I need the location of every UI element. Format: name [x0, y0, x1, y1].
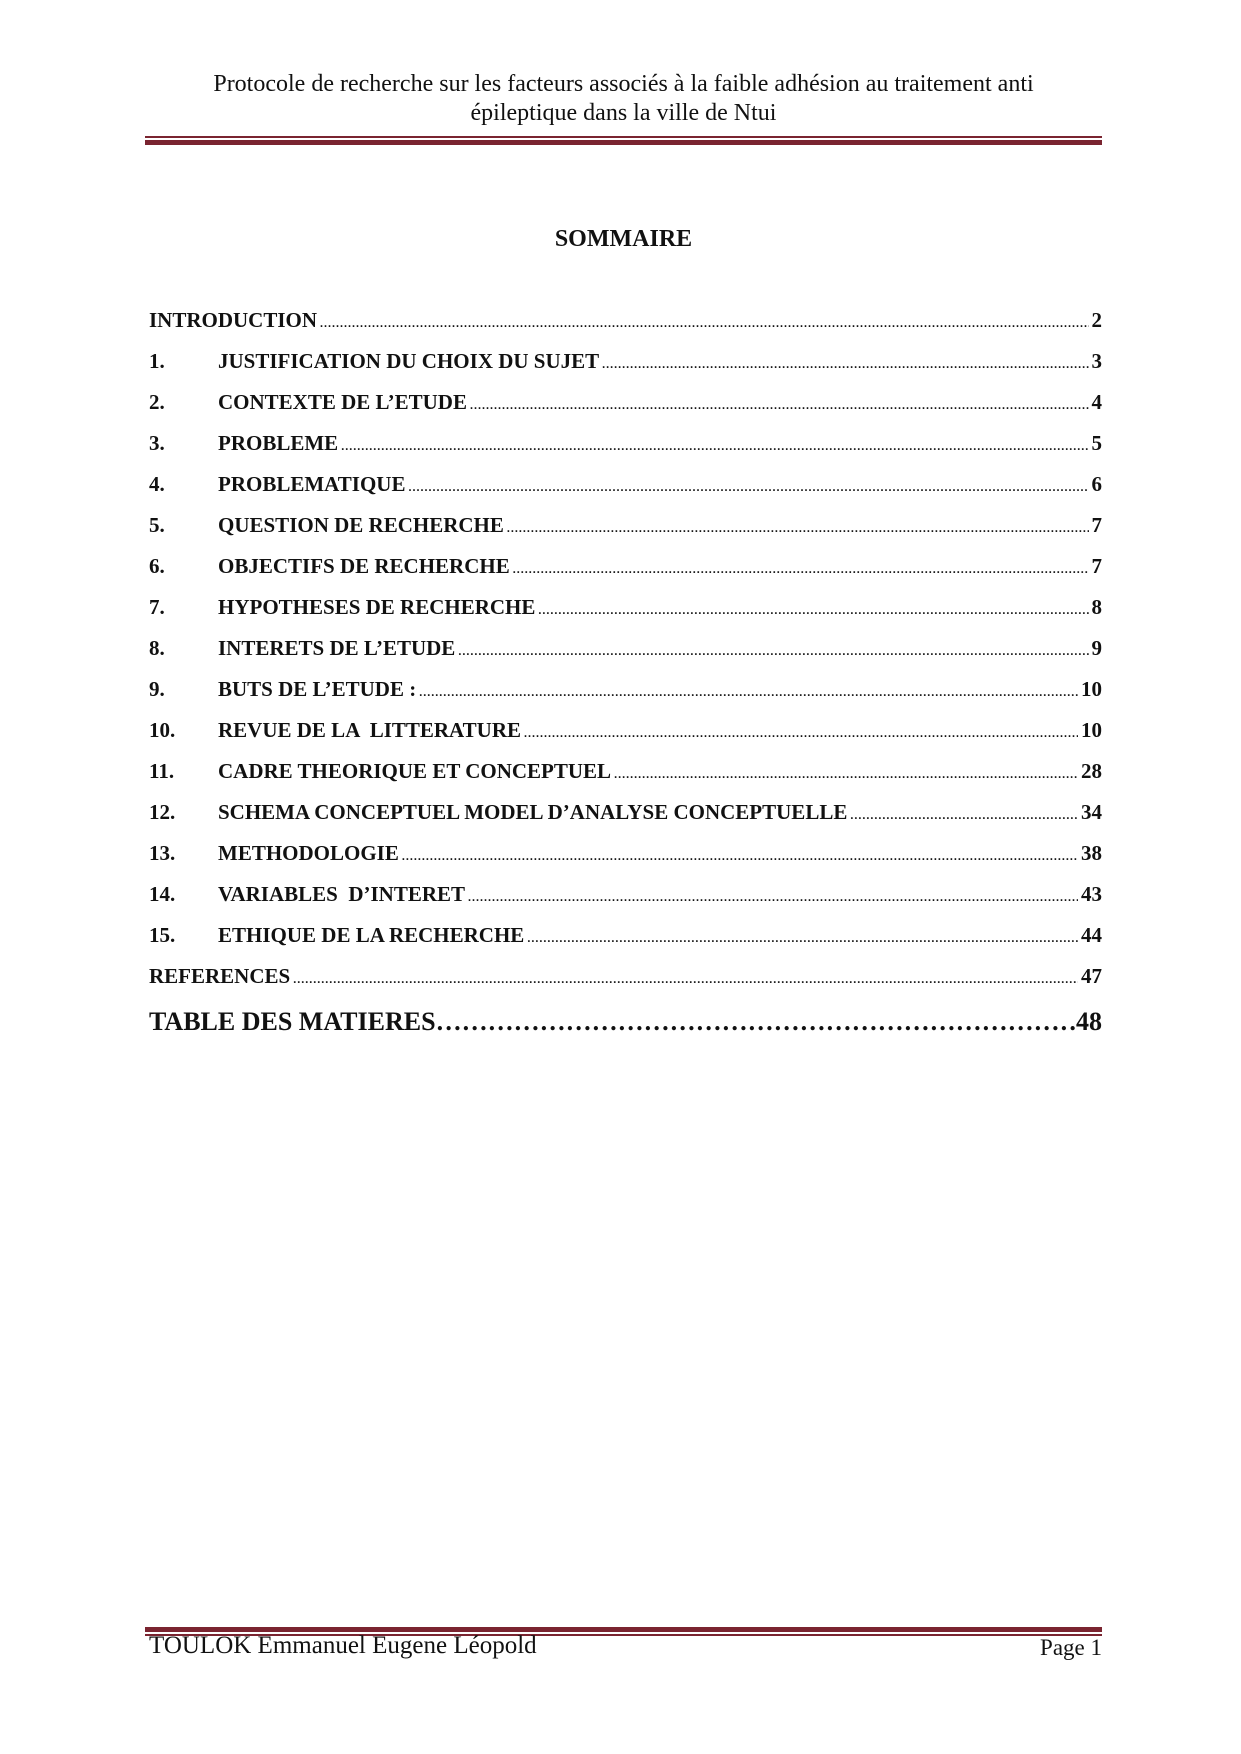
- toc-entry-label: SCHEMA CONCEPTUEL MODEL D’ANALYSE CONCEPTUELLE: [218, 800, 848, 824]
- toc-leader-dots: [468, 890, 1078, 905]
- toc-entry-label: PROBLEMATIQUE: [218, 472, 406, 496]
- toc-leader-dots: [614, 767, 1078, 782]
- toc-entry-number: 2.: [149, 390, 165, 414]
- toc-entry-label: INTRODUCTION: [149, 308, 318, 332]
- toc-entry-page: 47: [1081, 964, 1102, 988]
- toc-entry-number: 5.: [149, 513, 165, 537]
- toc-entry[interactable]: [149, 677, 1102, 718]
- toc-entry[interactable]: [149, 882, 1102, 923]
- toc-entry-number: 10.: [149, 718, 176, 742]
- toc-entry[interactable]: [149, 800, 1102, 841]
- toc-entry-number: 3.: [149, 431, 165, 455]
- toc-entry-page: 3: [1091, 349, 1102, 373]
- toc-leader-dots: [507, 521, 1089, 536]
- toc-entry-label: QUESTION DE RECHERCHE: [218, 513, 504, 537]
- footer-page-number: Page 1: [1040, 1635, 1102, 1660]
- toc-entry-number: 13.: [149, 841, 176, 865]
- toc-entry-page: 4: [1091, 390, 1102, 414]
- toc-entry-number: 6.: [149, 554, 165, 578]
- toc-leader-dots: [527, 931, 1078, 946]
- toc-entry[interactable]: [149, 472, 1102, 513]
- toc-entry-page: 5: [1091, 431, 1102, 455]
- toc-entry-number: 9.: [149, 677, 165, 701]
- toc-leader-dots: [513, 562, 1089, 577]
- toc-entry-label: CONTEXTE DE L’ETUDE: [218, 390, 467, 414]
- toc-entry[interactable]: [149, 759, 1102, 800]
- toc-entry-label: OBJECTIFS DE RECHERCHE: [218, 554, 510, 578]
- toc-entry[interactable]: [149, 390, 1102, 431]
- toc-entry-page: 43: [1081, 882, 1102, 906]
- toc-entry-references[interactable]: [149, 964, 1102, 1005]
- footer-author: TOULOK Emmanuel Eugene Léopold: [149, 1632, 537, 1659]
- running-header: [145, 70, 1102, 128]
- toc-leader-dots: [408, 480, 1088, 495]
- toc-leader-dots: [602, 357, 1088, 372]
- toc-entry[interactable]: [149, 595, 1102, 636]
- toc-entry-page: 6: [1091, 472, 1102, 496]
- table-of-contents: [149, 308, 1102, 1051]
- toc-entry-label: CADRE THEORIQUE ET CONCEPTUEL: [218, 759, 612, 783]
- toc-entry-number: 12.: [149, 800, 176, 824]
- toc-entry[interactable]: [149, 349, 1102, 390]
- toc-entry-introduction[interactable]: [149, 308, 1102, 349]
- toc-leader-dots: [402, 849, 1078, 864]
- toc-entry-page: 38: [1081, 841, 1102, 865]
- toc-entry[interactable]: [149, 513, 1102, 554]
- toc-entry-page: 34: [1081, 800, 1102, 824]
- toc-leader-dots: [850, 808, 1078, 823]
- toc-entry-number: 11.: [149, 759, 175, 783]
- toc-entry-label: METHODOLOGIE: [218, 841, 399, 865]
- toc-leader-dots: [436, 1007, 1076, 1037]
- toc-entry-label: TABLE DES MATIERES: [149, 1007, 436, 1036]
- toc-entry-page: 28: [1081, 759, 1102, 783]
- toc-entry-label: INTERETS DE L’ETUDE: [218, 636, 456, 660]
- toc-leader-dots: [419, 685, 1078, 700]
- header-line-2: épileptique dans la ville de Ntui: [470, 100, 777, 126]
- toc-entry-number: 4.: [149, 472, 165, 496]
- toc-entry[interactable]: [149, 718, 1102, 759]
- toc-entry-page: 7: [1091, 513, 1102, 537]
- toc-entry[interactable]: [149, 841, 1102, 882]
- toc-leader-dots: [458, 644, 1088, 659]
- toc-entry-label: PROBLEME: [218, 431, 339, 455]
- toc-entry-page: 10: [1081, 677, 1102, 701]
- toc-entry-page: 9: [1091, 636, 1102, 660]
- toc-entry-page: 10: [1081, 718, 1102, 742]
- toc-entry[interactable]: [149, 554, 1102, 595]
- toc-entry-number: 14.: [149, 882, 176, 906]
- toc-leader-dots: [320, 316, 1088, 331]
- toc-entry-table-des-matieres[interactable]: [149, 1007, 1102, 1051]
- toc-entry-page: 8: [1091, 595, 1102, 619]
- toc-entry-label: HYPOTHESES DE RECHERCHE: [218, 595, 536, 619]
- toc-leader-dots: [470, 398, 1089, 413]
- header-line-1: Protocole de recherche sur les facteurs associés à la faible adhésion au traitement anti: [213, 71, 1034, 97]
- toc-entry-page: 7: [1091, 554, 1102, 578]
- toc-entry-label: REFERENCES: [149, 964, 291, 988]
- toc-entry[interactable]: [149, 636, 1102, 677]
- toc-leader-dots: [293, 972, 1078, 987]
- toc-entry-number: 1.: [149, 349, 165, 373]
- toc-entry-label: ETHIQUE DE LA RECHERCHE: [218, 923, 525, 947]
- toc-leader-dots: [341, 439, 1088, 454]
- toc-entry-page: 2: [1091, 308, 1102, 332]
- toc-entry-page: 48: [1076, 1007, 1102, 1036]
- toc-entry[interactable]: [149, 923, 1102, 964]
- toc-entry-label: VARIABLES D’INTERET: [218, 882, 466, 906]
- toc-entry-label: REVUE DE LA LITTERATURE: [218, 718, 522, 742]
- toc-entry-number: 7.: [149, 595, 165, 619]
- toc-leader-dots: [538, 603, 1088, 618]
- toc-leader-dots: [524, 726, 1078, 741]
- toc-entry-label: BUTS DE L’ETUDE :: [218, 677, 417, 701]
- toc-entry-page: 44: [1081, 923, 1102, 947]
- toc-entry-number: 8.: [149, 636, 165, 660]
- toc-entry-label: JUSTIFICATION DU CHOIX DU SUJET: [218, 349, 600, 373]
- toc-entry[interactable]: [149, 431, 1102, 472]
- toc-entry-number: 15.: [149, 923, 176, 947]
- page-title: SOMMAIRE: [554, 226, 693, 252]
